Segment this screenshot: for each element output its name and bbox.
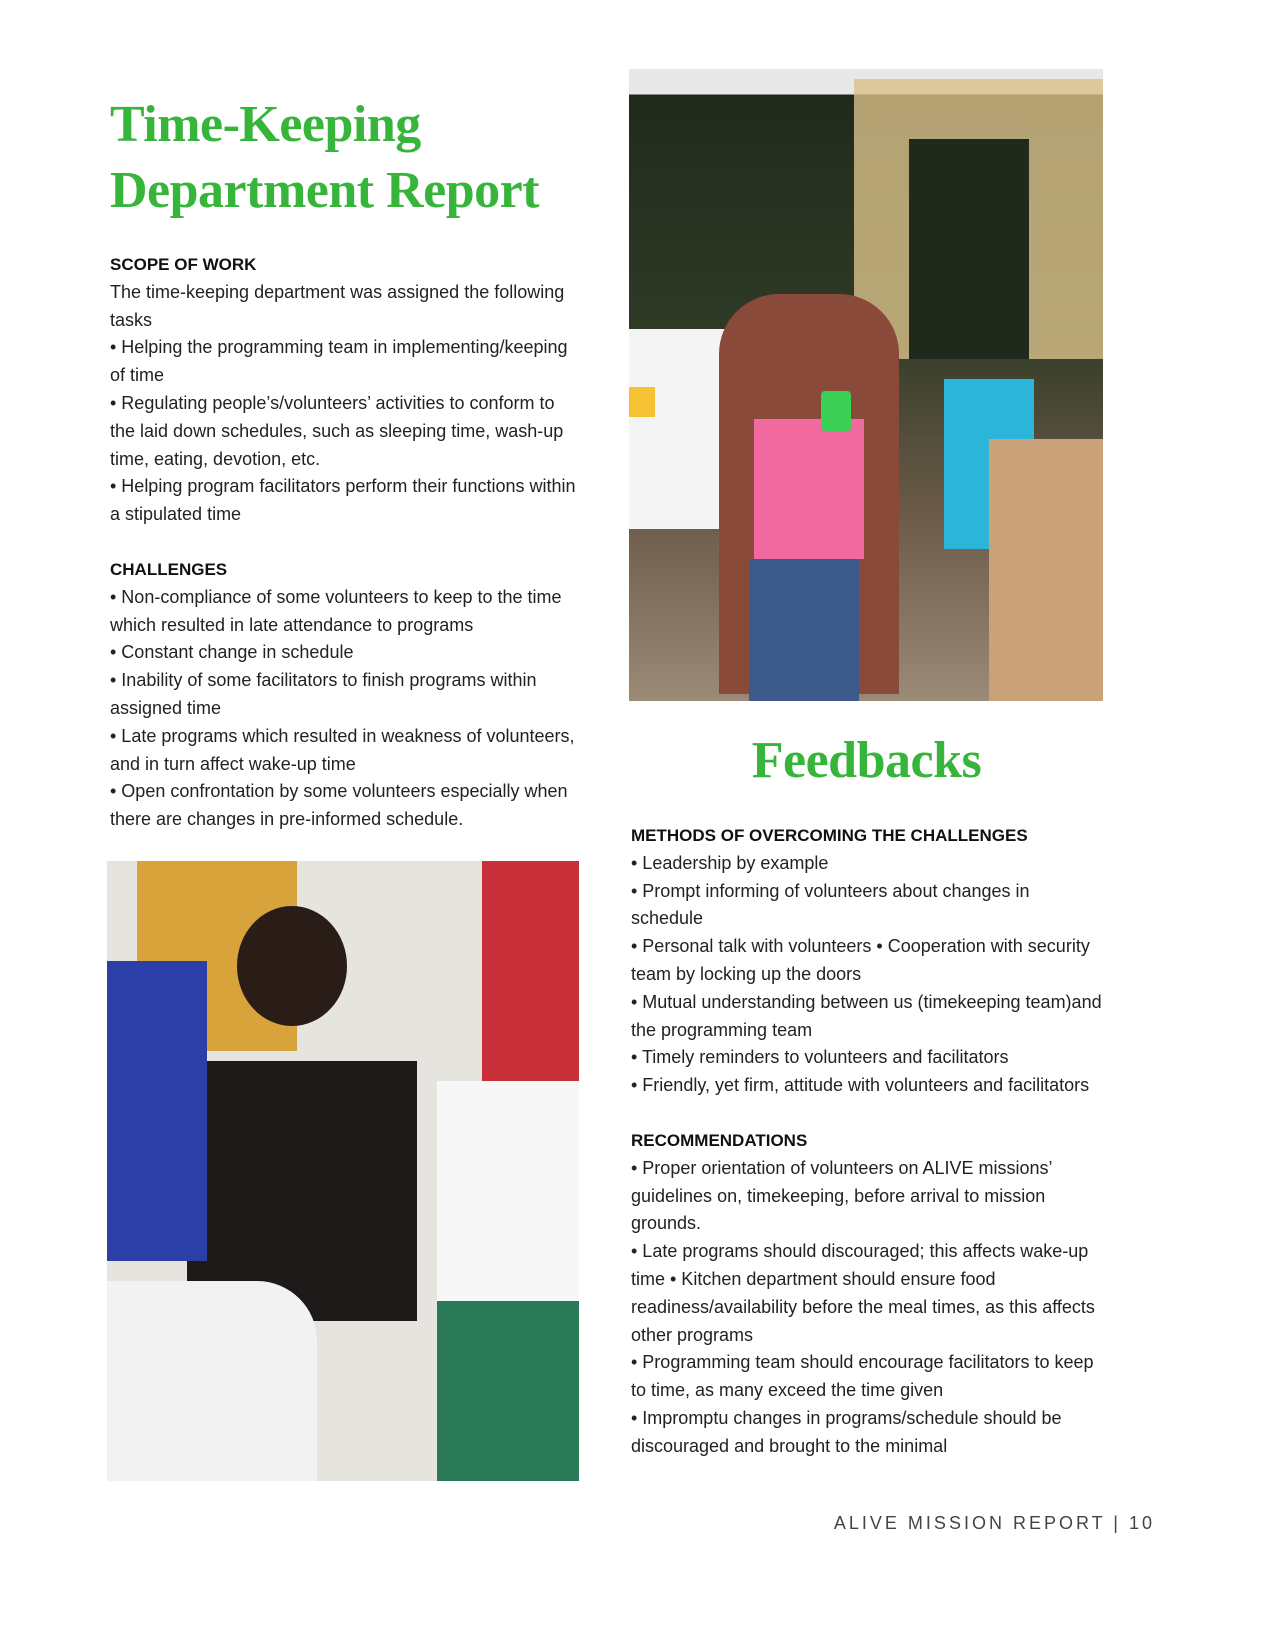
challenge-item: • Inability of some facilitators to finish programs within assigned time	[110, 670, 537, 718]
recommendation-item: • Programming team should encourage facilitators to keep to time, as many exceed the time given	[631, 1352, 1094, 1401]
left-column	[110, 251, 580, 834]
recommendations-heading: RECOMMENDATIONS	[631, 1130, 808, 1150]
spacer	[110, 529, 580, 556]
challenge-item: • Late programs which resulted in weakness of volunteers, and in turn affect wake-up time	[110, 725, 575, 774]
method-item: • Friendly, yet firm, attitude with volunteers and facilitators	[631, 1075, 1090, 1096]
challenge-item: • Non-compliance of some volunteers to keep to the time which resulted in late attendance to programs	[110, 586, 562, 635]
scope-item: • Regulating people’s/volunteers’ activities to conform to the laid down schedules, such as sleeping time, wash-up time, eating, devotion, etc.	[110, 392, 564, 469]
challenge-item: • Constant change in schedule	[110, 642, 354, 663]
methods-heading: METHODS OF OVERCOMING THE CHALLENGES	[631, 826, 1028, 845]
feedbacks-title: Feedbacks	[751, 732, 982, 789]
photo-seated-participants	[107, 861, 579, 1481]
photo-volunteers-drinking	[629, 69, 1103, 701]
scope-heading: SCOPE OF WORK	[110, 255, 257, 274]
method-item: • Mutual understanding between us (timekeeping team)and the programming team	[631, 991, 1102, 1040]
method-item: • Prompt informing of volunteers about changes in schedule	[631, 880, 1030, 929]
recommendation-item: • Impromptu changes in programs/schedule should be discouraged and brought to the minimal	[631, 1407, 1062, 1456]
recommendation-item: • Proper orientation of volunteers on ALIVE missions’ guidelines on, timekeeping, before arrival to mission grounds.	[631, 1157, 1052, 1234]
method-item: • Personal talk with volunteers • Cooperation with security team by locking up the doors	[631, 936, 1090, 984]
challenge-item: • Open confrontation by some volunteers especially when there are changes in pre-informed schedule.	[110, 781, 568, 830]
scope-item: • Helping the programming team in implementing/keeping of time	[110, 337, 568, 386]
right-column	[631, 822, 1103, 1461]
page-title-line: Time-Keeping Department Report	[110, 96, 540, 219]
recommendation-item: • Late programs should discouraged; this affects wake-up time • Kitchen department should ensure food readiness/availability before the meal times, as this affects other programs	[631, 1241, 1095, 1345]
method-item: • Timely reminders to volunteers and facilitators	[631, 1047, 1009, 1068]
challenges-heading: CHALLENGES	[110, 559, 228, 579]
scope-intro: The time-keeping department was assigned the following tasks	[110, 281, 565, 330]
spacer	[631, 1100, 1103, 1127]
page-footer: ALIVE MISSION REPORT | 10	[833, 1513, 1155, 1533]
scope-item: • Helping program facilitators perform their functions within a stipulated time	[110, 476, 576, 525]
method-item: • Leadership by example	[631, 852, 829, 873]
